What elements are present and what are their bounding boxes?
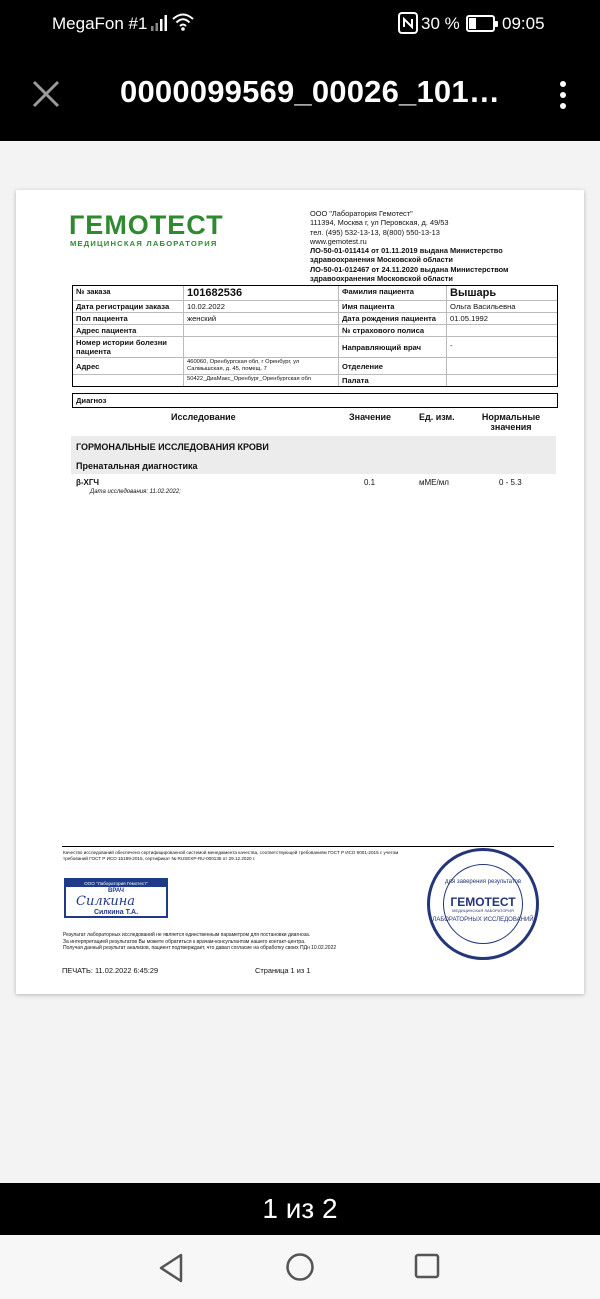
lab-license-1: ЛО-50-01-011414 от 01.11.2019 выдана Министерство здравоохранения Московской области bbox=[310, 246, 503, 265]
print-date: ПЕЧАТЬ: 11.02.2022 6:45:29 bbox=[62, 966, 159, 975]
address-patient-label: Адрес пациента bbox=[73, 325, 184, 336]
doctor-value: - bbox=[450, 341, 453, 350]
lab-info bbox=[310, 209, 550, 283]
logo-subtitle: МЕДИЦИНСКАЯ ЛАБОРАТОРИЯ bbox=[70, 239, 218, 248]
round-stamp bbox=[427, 848, 539, 960]
home-icon[interactable] bbox=[285, 1252, 315, 1282]
logo: ГЕМОТЕСТ bbox=[69, 210, 224, 240]
lab-site: www.gemotest.ru bbox=[310, 236, 367, 246]
app-bar bbox=[0, 48, 600, 141]
doctor-stamp-role: ВРАЧ bbox=[108, 888, 124, 894]
reg-date-label: Дата регистрации заказа bbox=[73, 301, 184, 312]
insurance-label: № страхового полиса bbox=[339, 325, 447, 336]
navigation-bar bbox=[0, 1235, 600, 1299]
name-value: Ольга Васильевна bbox=[450, 302, 516, 311]
lab-address: 111394, Москва г, ул Перовская, д. 49/53 bbox=[310, 218, 449, 228]
dob-value: 01.05.1992 bbox=[450, 314, 489, 323]
diagnosis-label: Диагноз bbox=[72, 393, 558, 408]
signature: Силкина bbox=[76, 894, 136, 909]
department-label: Отделение bbox=[339, 358, 447, 374]
dob-label: Дата рождения пациента bbox=[339, 313, 447, 324]
round-stamp-sub: МЕДИЦИНСКАЯ ЛАБОРАТОРИЯ bbox=[452, 908, 514, 913]
table-row bbox=[73, 358, 557, 375]
document-title: 0000099569_00026_101… bbox=[120, 74, 501, 109]
status-bar bbox=[0, 0, 600, 48]
close-icon[interactable] bbox=[30, 78, 62, 110]
name-label: Имя пациента bbox=[339, 301, 447, 312]
ward-label: Палата bbox=[339, 375, 447, 386]
table-row bbox=[73, 301, 557, 313]
results-section bbox=[71, 436, 556, 474]
page-number: Страница 1 из 1 bbox=[255, 966, 311, 975]
table-row bbox=[73, 313, 557, 325]
col-value-header: Значение bbox=[349, 412, 392, 422]
test-unit: мМЕ/мл bbox=[419, 478, 449, 487]
surname-label: Фамилия пациента bbox=[339, 286, 447, 300]
more-options-icon[interactable] bbox=[553, 78, 573, 112]
section-title: ГОРМОНАЛЬНЫЕ ИССЛЕДОВАНИЯ КРОВИ bbox=[76, 442, 269, 452]
doctor-label: Направляющий врач bbox=[339, 337, 447, 357]
office-value: 50422_ДиаМакс_Оренбург_Оренбургская обл bbox=[184, 375, 339, 386]
col-test-header: Исследование bbox=[171, 412, 236, 422]
doctor-stamp-name: Силкина Т.А. bbox=[93, 909, 139, 916]
recent-apps-icon[interactable] bbox=[414, 1253, 440, 1279]
document-viewer[interactable] bbox=[0, 141, 600, 1183]
lab-license-2: ЛО-50-01-012467 от 24.11.2020 выдана Министерством здравоохранения Московской области bbox=[310, 264, 509, 284]
carrier-name: MegaFon #1 bbox=[52, 14, 148, 33]
divider bbox=[62, 846, 554, 847]
signal-icon bbox=[150, 14, 168, 32]
sex-label: Пол пациента bbox=[73, 313, 184, 324]
table-row bbox=[73, 375, 557, 386]
col-unit-header: Ед. изм. bbox=[419, 412, 455, 422]
round-stamp-line1: для заверения результатов bbox=[444, 879, 522, 885]
quality-note: Качество исследований обеспечено сертифицированной системой менеджмента качества, соответствующей требованиям ГОСТ Р ИСО 9001-2015 с учетом требований ГОСТ Р ИСО 15189-2015, сертификат № RUSEXP-RU-000135 от 29.12.2020 г. bbox=[63, 850, 399, 861]
disclaimer-line: За интерпретацией результатов Вы можете обратиться к врачам-консультантам нашего контакт-центра. bbox=[63, 938, 306, 945]
back-icon[interactable] bbox=[157, 1252, 185, 1284]
order-value: 101682536 bbox=[184, 286, 339, 300]
subsection-title: Пренатальная диагностика bbox=[76, 461, 198, 471]
patient-table bbox=[72, 285, 558, 387]
disclaimer-line: Получая данный результат анализов, пациент подтверждает, что давал согласие на обработку своих ПДн 10.02.2022 bbox=[63, 945, 337, 952]
nfc-icon bbox=[398, 12, 418, 34]
test-value: 0.1 bbox=[364, 478, 376, 487]
test-name: β-ХГЧ bbox=[76, 478, 100, 487]
table-row bbox=[73, 286, 557, 301]
battery-icon bbox=[466, 15, 495, 32]
surname-value: Вышарь bbox=[450, 287, 497, 299]
address-value: 460060, Оренбургская обл, г Оренбург, ул Салмышская, д. 45, помещ. 7 bbox=[184, 358, 339, 374]
address-label: Адрес bbox=[73, 358, 184, 374]
reg-date-value: 10.02.2022 bbox=[184, 301, 339, 312]
lab-phones: тел. (495) 532-13-13, 8(800) 550-13-13 bbox=[310, 227, 440, 237]
clock: 09:05 bbox=[502, 14, 545, 33]
disclaimer bbox=[63, 932, 403, 952]
round-stamp-line2: ЛАБОРАТОРНЫХ ИССЛЕДОВАНИЙ bbox=[432, 917, 534, 923]
round-stamp-brand: ГЕМОТЕСТ bbox=[450, 895, 516, 909]
order-label: № заказа bbox=[73, 286, 184, 300]
col-norm-header: Нормальные значения bbox=[481, 412, 541, 432]
sex-value: женский bbox=[184, 313, 339, 324]
doctor-stamp-org: ООО "Лаборатория Гемотест" bbox=[66, 880, 166, 887]
test-date: Дата исследования: 11.02.2022; bbox=[90, 489, 181, 495]
table-row bbox=[73, 337, 557, 358]
battery-percent: 30 % bbox=[421, 14, 460, 33]
wifi-icon bbox=[172, 12, 194, 32]
disclaimer-line: Результат лабораторных исследований не является единственным параметром для постановки диагноза. bbox=[63, 932, 311, 938]
table-row bbox=[73, 325, 557, 337]
test-norm: 0 - 5.3 bbox=[499, 478, 522, 487]
lab-name: ООО "Лаборатория Гемотест" bbox=[310, 209, 413, 218]
page-counter: 1 из 2 bbox=[0, 1183, 600, 1235]
history-label: Номер истории болезни пациента bbox=[73, 337, 184, 357]
doctor-stamp bbox=[64, 878, 168, 918]
document-page bbox=[16, 190, 584, 994]
battery-fill bbox=[469, 18, 476, 29]
